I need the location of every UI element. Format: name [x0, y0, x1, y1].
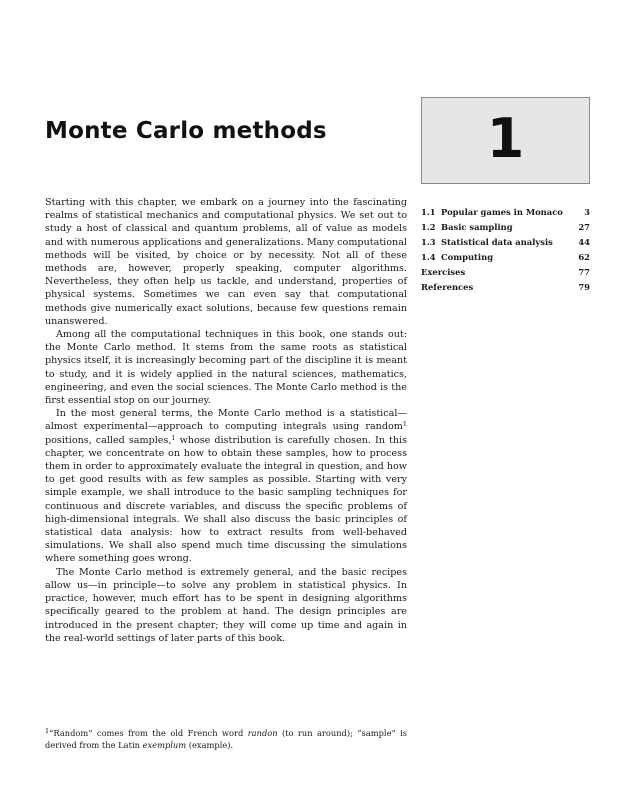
toc-entry-number: 1.2 [421, 222, 436, 232]
toc-entry-page: 27 [578, 222, 590, 232]
toc-entry-label [421, 280, 473, 295]
toc-entry-label [421, 250, 493, 265]
toc-entry-label [421, 205, 563, 220]
chapter-intro-text [45, 196, 407, 645]
toc-entry[interactable] [421, 250, 590, 265]
toc-entry[interactable] [421, 205, 590, 220]
footnote-mark: 1 [45, 727, 50, 735]
toc-entry-number: 1.4 [421, 252, 436, 262]
toc-entry-label [421, 265, 465, 280]
toc-entry-page: 44 [578, 237, 590, 247]
toc-entry[interactable] [421, 265, 590, 280]
toc-entry-title: References [421, 282, 474, 292]
footnote-text-2: (to run around); “sample” is derived from the Latin [45, 728, 408, 750]
footnote [45, 727, 407, 751]
toc-entry-label [421, 235, 553, 250]
paragraph-1: Starting with this chapter, we embark on a journey into the fascinating realms of statistical mechanics and computational physics. We set out to study a host of classical and quantum problems, all of value as models and with numerous applications and generalizations. Many computational methods will be visited, by choice or by necessity. Not all of these methods are, however, properly speaking, computer algorithms. Nevertheless, they often help us tackle, and understand, properties of physical systems. Sometimes we can even say that computational methods give numerically exact solutions, because few questions remain unanswered. [45, 197, 407, 327]
toc-entry-title: Exercises [421, 267, 466, 277]
toc-entry-page: 3 [584, 207, 590, 217]
toc-entry-title: Basic sampling [441, 222, 513, 232]
paragraph-3-part-3: whose distribution is carefully chosen. In this chapter, we concentrate on how to obtain these samples, how to process them in order to approximately evaluate the integral in question, and how to get good results with as few samples as possible. Starting with very simple example, we shall introduce to the basic sampling techniques for continuous and discrete variables, and discuss the specific problems of high-dimensional integrals. We shall also discuss the basic principles of statistical data analysis: how to extract results from well-behaved simulations. We shall also spend much time discussing the simulations where something goes wrong. [45, 434, 407, 565]
paragraph-4: The Monte Carlo method is extremely general, and the basic recipes allow us—in principle—to solve any problem in statistical physics. In practice, however, much effort has to be spent in designing algorithms specifically geared to the problem at hand. The design principles are introduced in the present chapter; they will come up time and again in the real-world settings of later parts of this book. [45, 566, 407, 644]
toc-entry-label [421, 220, 513, 235]
chapter-title: Monte Carlo methods [45, 118, 327, 144]
toc-entry[interactable] [421, 280, 590, 295]
toc-entry-page: 62 [578, 252, 590, 262]
toc-entry-page: 77 [578, 267, 590, 277]
paragraph-3-part-1: In the most general terms, the Monte Carlo method is a statistical—almost experimental—approach to computing integrals using random [45, 408, 407, 433]
toc-entry-title: Popular games in Monaco [441, 207, 563, 217]
toc-entry-number: 1.3 [421, 237, 436, 247]
toc-entry-title: Computing [441, 252, 494, 262]
toc-entry[interactable] [421, 235, 590, 250]
chapter-number: 1 [486, 107, 525, 170]
footnote-ref-1-repeat: 1 [171, 433, 176, 442]
chapter-number-box [421, 97, 590, 184]
toc-entry-number: 1.1 [421, 207, 436, 217]
footnote-text-3: (example). [186, 740, 234, 750]
footnote-word-randon: randon [247, 728, 278, 738]
paragraph-3-part-2: positions, called samples, [45, 434, 172, 446]
toc-entry-page: 79 [578, 282, 590, 292]
chapter-contents [421, 205, 590, 295]
footnote-ref-1: 1 [402, 420, 407, 429]
toc-entry[interactable] [421, 220, 590, 235]
paragraph-3 [45, 407, 407, 565]
footnote-word-exemplum: exemplum [142, 740, 187, 750]
paragraph-2: Among all the computational techniques in this book, one stands out: the Monte Carlo method. It stems from the same roots as statistical physics itself, it is increasingly becoming part of the discipline it is meant to study, and it is widely applied in the natural sciences, mathematics, engineering, and even the social sciences. The Monte Carlo method is the first essential stop on our journey. [45, 329, 407, 407]
footnote-text-1: “Random” comes from the old French word [49, 728, 248, 738]
toc-entry-title: Statistical data analysis [441, 237, 553, 247]
